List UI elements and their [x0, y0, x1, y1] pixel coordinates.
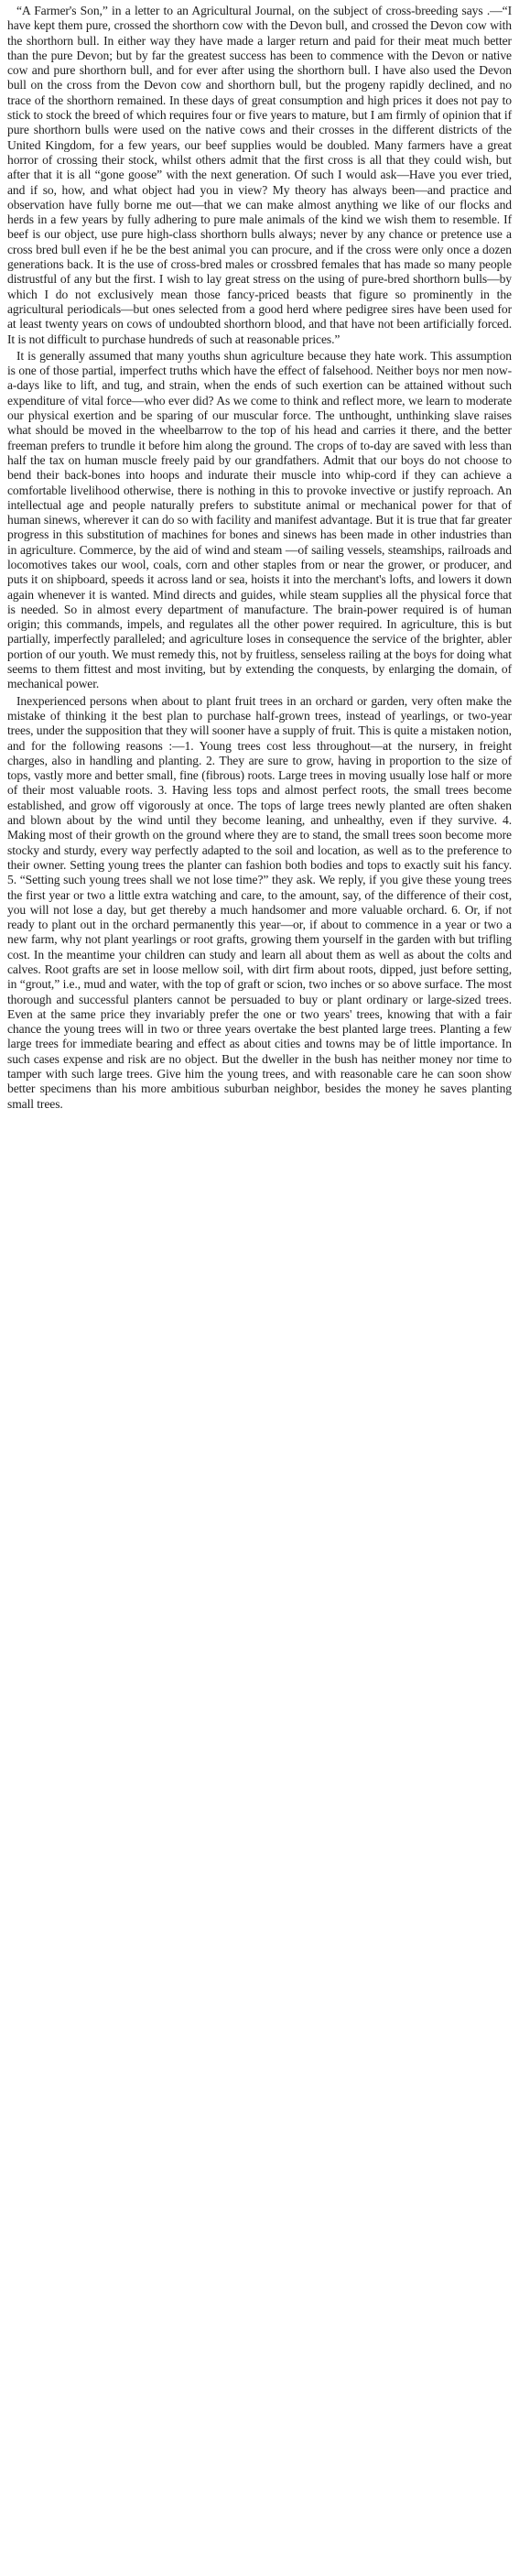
paragraph-cross-breeding: “A Farmer's Son,” in a letter to an Agricultural Journal, on the subject of cross-breeding says .—“I have kept them pure, crossed the shorthorn cow with the Devon bull, and crossed the Devon cow with the shorthorn bull. In either way they have made a larger return and paid for their meat much better than the pure Devon; but by far the greatest success has been to commence with the Devon or native cow and pure shorthorn bull, and for ever after using the shorthorn bull. I have also used the Devon bull on the cross from the Devon cow and shorthorn bull, but the progeny rapidly declined, and no trace of the shorthorn remained. In these days of great consumption and high prices it does not pay to stick to stock the breed of which requires four or five years to mature, but I am firmly of opinion that if pure shorthorn bulls were used on the native cows and their crosses in the different districts of the United Kingdom, for a few years, our beef supplies would be doubled. Many farmers have a great horror of crossing their stock, whilst others admit that the first cross is all that they could wish, but after that it is all “gone goose” with the next generation. Of such I would ask—Have you ever tried, and if so, how, and what object had you in view? My theory has always been—and practice and observation have fully borne me out—that we can make almost anything we like of our flocks and herds in a few years by fully adhering to pure male animals of the kind we wish them to resemble. If beef is our object, use pure high-class shorthorn bulls always; never by any chance or pretence use a cross bred bull even if he be the best animal you can procure, and if the cross were only once a dozen generations back. It is the use of cross-bred males or crossbred females that has made so many people distrustful of any but the first. I wish to lay great stress on the using of pure-bred shorthorn bulls—by which I do not exclusively mean those fancy-priced beasts that figure so prominently in the agricultural periodicals—but ones selected from a good herd where pedigree sires have been used for at least twenty years on cows of undoubted shorthorn blood, and that have not been artificially forced. It is not difficult to purchase hundreds of such at reasonable prices.” [7, 4, 512, 346]
paragraph-fruit-trees: Inexperienced persons when about to plant fruit trees in an orchard or garden, very often make the mistake of thinking it the best plan to purchase half-grown trees, instead of yearlings, or two-year trees, under the supposition that they will sooner have a supply of fruit. This is quite a mistaken notion, and for the following reasons :—1. Young trees cost less throughout—at the nursery, in freight charges, also in handling and planting. 2. They are sure to grow, having in proportion to the size of tops, vastly more and better small, fine (fibrous) roots. Large trees in moving usually lose half or more of their most valuable roots. 3. Having less tops and almost perfect roots, the small trees become established, and grow off vigorously at once. The tops of large trees newly planted are often shaken and blown about by the wind until they become leaning, and unhealthy, even if they survive. 4. Making most of their growth on the ground where they are to stand, the small trees soon become more stocky and sturdy, every way perfectly adapted to the soil and location, as well as to the preference to their owner. Setting young trees the planter can fashion both bodies and tops to exactly suit his fancy. 5. “Setting such young trees shall we not lose time?” they ask. We reply, if you give these young trees the first year or two a little extra watching and care, to the amount, say, of the difference of their cost, you will not lose a day, but get thereby a much handsomer and more valuable orchard. 6. Or, if not ready to plant out in the orchard permanently this year—or, if about to commence in a year or two a new farm, why not plant yearlings or root grafts, growing them yourself in the garden with but trifling cost. In the meantime your children can study and learn all about them as well as about the colts and calves. Root grafts are set in loose mellow soil, with dirt firm about roots, dipped, just before setting, in “grout,” i.e., mud and water, with the top of graft or scion, two inches or so above surface. The most thorough and successful planters cannot be persuaded to buy or plant ordinary or large-sized trees. Even at the same price they invariably prefer the one or two years' trees, knowing that with a fair chance the young trees will in two or three years overtake the best planted large trees. Planting a few large trees for immediate bearing and effect as about cities and towns may be of little importance. In such cases expense and risk are no object. But the dweller in the bush has neither money nor time to tamper with such large trees. Give him the young trees, and with reasonable care he can soon show better specimens than his more ambitious suburban neighbor, besides the money he saves planting small trees. [7, 693, 512, 1111]
paragraph-agriculture-and-youth: It is generally assumed that many youths shun agriculture because they hate work. This assumption is one of those partial, imperfect truths which have the effect of falsehood. Neither boys nor men now-a-days like to lift, and tug, and strain, when the ends of such exertion can be attained without such expenditure of vital force—who ever did? As we come to think and reflect more, we learn to moderate our physical exertion and be sparing of our muscular force. The unthought, unthinking slave raises what should be moved in the wheelbarrow to the top of his head and carries it there, and the better freeman prefers to trundle it before him along the ground. The crops of to-day are saved with less than half the tax on human muscle freely paid by our grandfathers. Admit that our boys do not choose to bend their back-bones into hoops and indurate their muscle into whip-cord if they can achieve a comfortable livelihood otherwise, there is nothing in this to provoke invective or justify reproach. An intellectual age and people naturally prefers to substitute animal or mechanical power for that of human sinews, wherever it can do so with facility and manifest advantage. But it is true that far greater progress in this substitution of machines for bones and sinews has been made in other industries than in agriculture. Commerce, by the aid of wind and steam —of sailing vessels, steamships, railroads and locomotives takes our wool, coals, corn and other staples from or near the grower, or producer, and puts it on shipboard, speeds it across land or sea, hoists it into the merchant's lofts, and lowers it down again whenever it is wanted. Mind directs and guides, while steam supplies all the physical force that is needed. So in almost every department of manufacture. The brain-power required is of human origin; this commands, impels, and regulates all the other power required. In agriculture, this is but partially, imperfectly paralleled; and agriculture loses in consequence the service of the brighter, abler portion of our youth. We must remedy this, not by fruitless, senseless railing at the boys for doing what seems to them fittest and most inviting, but by extending the conquests, by enlarging the domain, of mechanical power. [7, 348, 512, 691]
